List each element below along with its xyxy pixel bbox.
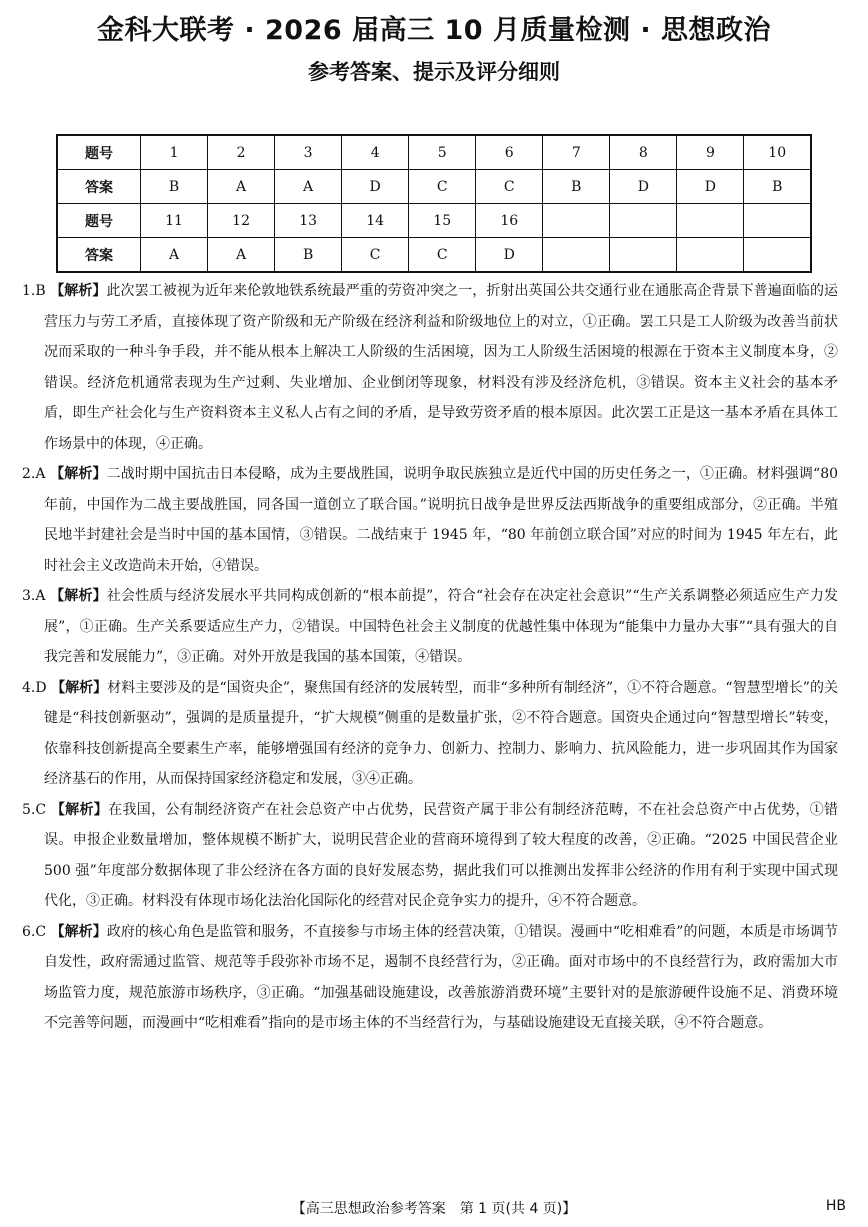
answer-row bbox=[57, 238, 811, 273]
question-number: 16 bbox=[476, 204, 543, 238]
answer-cell: C bbox=[476, 170, 543, 204]
question-number: 13 bbox=[275, 204, 342, 238]
answer-cell: A bbox=[208, 170, 275, 204]
answer-cell: A bbox=[141, 238, 208, 273]
question-number: 2 bbox=[208, 135, 275, 170]
explanation-number: 5.C bbox=[22, 801, 47, 818]
explanation-item bbox=[22, 581, 838, 673]
answer-header: 答案 bbox=[57, 170, 141, 204]
explanation-tag: 【解析】 bbox=[50, 923, 107, 940]
explanation-text: 社会性质与经济发展水平共同构成创新的“根本前提”，符合“社会存在决定社会意识”“生产关系调整必须适应生产力发展”，①正确。生产关系要适应生产力，②错误。中国特色社会主义制度的优越性集中体现为“能集中力量办大事”“具有强大的自我完善和发展能力”，③正确。对外开放是我国的基本国策，④错误。 bbox=[44, 588, 839, 665]
explanation-number: 6.C bbox=[22, 923, 47, 940]
empty-cell bbox=[543, 238, 610, 273]
answer-cell: D bbox=[476, 238, 543, 273]
answer-cell: D bbox=[342, 170, 409, 204]
page-title: 金科大联考 · 2026 届高三 10 月质量检测 · 思想政治 bbox=[96, 15, 772, 46]
answer-cell: A bbox=[208, 238, 275, 273]
empty-cell bbox=[610, 204, 677, 238]
answer-cell: C bbox=[409, 170, 476, 204]
page-footer: 【高三思想政治参考答案 第 1 页(共 4 页)】 bbox=[291, 1201, 577, 1217]
explanation-item bbox=[22, 459, 838, 581]
explanation-text: 材料主要涉及的是“国资央企”，聚焦国有经济的发展转型，而非“多种所有制经济”，①不符合题意。“智慧型增长”的关键是“科技创新驱动”，强调的是质量提升，“扩大规模”侧重的是数量扩张，②不符合题意。国资央企通过向“智慧型增长”转变，依靠科技创新提高全要素生产率，能够增强国有经济的竞争力、创新力、控制力、影响力、抗风险能力，进一步巩固其作为国家经济基石的作用，从而保持国家经济稳定和发展，③④正确。 bbox=[44, 679, 838, 787]
explanation-text: 在我国，公有制经济资产在社会总资产中占优势，民营资产属于非公有制经济范畴，不在社会总资产中占优势，①错误。申报企业数量增加，整体规模不断扩大，说明民营企业的营商环境得到了较大程度的改善，②正确。“2025 中国民营企业 500 强”年度部分数据体现了非公经济在各方面的良好发展态势，据此我们可以推测出发挥非公经济的作用有利于实现中国式现代化，③正确。材料没有体现市场化法治化国际化的经营对民企竞争实力的提升，④不符合题意。 bbox=[44, 801, 839, 909]
explanation-tag: 【解析】 bbox=[51, 679, 108, 696]
explanation-tag: 【解析】 bbox=[50, 283, 107, 299]
question-number: 10 bbox=[744, 135, 811, 170]
explanations-section bbox=[22, 276, 838, 1039]
empty-cell bbox=[677, 204, 744, 238]
answer-cell: B bbox=[543, 170, 610, 204]
question-number: 4 bbox=[342, 135, 409, 170]
empty-cell bbox=[744, 238, 811, 273]
explanation-tag: 【解析】 bbox=[50, 466, 107, 482]
answer-row bbox=[57, 170, 811, 204]
explanation-tag: 【解析】 bbox=[50, 801, 109, 818]
answer-cell: C bbox=[342, 238, 409, 273]
explanation-number: 4.D bbox=[22, 679, 47, 696]
empty-cell bbox=[543, 204, 610, 238]
question-number: 11 bbox=[141, 204, 208, 238]
question-header: 题号 bbox=[57, 204, 141, 238]
explanation-item bbox=[22, 673, 838, 795]
empty-cell bbox=[677, 238, 744, 273]
question-number: 1 bbox=[141, 135, 208, 170]
explanation-tag: 【解析】 bbox=[50, 588, 107, 604]
footer-code: HB bbox=[825, 1198, 846, 1214]
question-row bbox=[57, 135, 811, 170]
question-number: 14 bbox=[342, 204, 409, 238]
answer-cell: B bbox=[141, 170, 208, 204]
question-row bbox=[57, 204, 811, 238]
explanation-text: 二战时期中国抗击日本侵略，成为主要战胜国，说明争取民族独立是近代中国的历史任务之一，①正确。材料强调“80 年前，中国作为二战主要战胜国，同各国一道创立了联合国。”说明抗日战争是世界反法西斯战争的重要组成部分，②正确。半殖民地半封建社会是当时中国的基本国情，③错误。二战结束于 1945 年，“80 年前创立联合国”对应的时间为 1945 年左右，此时社会主义改造尚未开始，④错误。 bbox=[44, 466, 839, 574]
question-number: 6 bbox=[476, 135, 543, 170]
question-number: 12 bbox=[208, 204, 275, 238]
explanation-item bbox=[22, 795, 838, 917]
question-number: 9 bbox=[677, 135, 744, 170]
page-subtitle: 参考答案、提示及评分细则 bbox=[308, 60, 560, 84]
answer-cell: C bbox=[409, 238, 476, 273]
explanation-number: 3.A bbox=[22, 588, 46, 604]
question-number: 7 bbox=[543, 135, 610, 170]
answer-cell: B bbox=[275, 238, 342, 273]
question-number: 15 bbox=[409, 204, 476, 238]
empty-cell bbox=[744, 204, 811, 238]
answer-table bbox=[56, 134, 812, 273]
answer-cell: D bbox=[610, 170, 677, 204]
answer-cell: B bbox=[744, 170, 811, 204]
explanation-text: 此次罢工被视为近年来伦敦地铁系统最严重的劳资冲突之一，折射出英国公共交通行业在通胀高企背景下普遍面临的运营压力与劳工矛盾，直接体现了资产阶级和无产阶级在经济利益和阶级地位上的对立，①正确。罢工只是工人阶级为改善当前状况而采取的一种斗争手段，并不能从根本上解决工人阶级的生活困境，因为工人阶级生活困境的根源在于资本主义制度本身，②错误。经济危机通常表现为生产过剩、失业增加、企业倒闭等现象，材料没有涉及经济危机，③错误。资本主义社会的基本矛盾，即生产社会化与生产资料资本主义私人占有之间的矛盾，是导致劳资矛盾的根本原因。此次罢工正是这一基本矛盾在具体工作场景中的体现，④正确。 bbox=[44, 283, 839, 452]
answer-header: 答案 bbox=[57, 238, 141, 273]
question-header: 题号 bbox=[57, 135, 141, 170]
question-number: 8 bbox=[610, 135, 677, 170]
explanation-number: 2.A bbox=[22, 466, 46, 482]
empty-cell bbox=[610, 238, 677, 273]
question-number: 5 bbox=[409, 135, 476, 170]
explanation-item bbox=[22, 276, 838, 459]
question-number: 3 bbox=[275, 135, 342, 170]
explanation-item bbox=[22, 917, 838, 1039]
explanation-text: 政府的核心角色是监管和服务，不直接参与市场主体的经营决策，①错误。漫画中“吃相难看”的问题，本质是市场调节自发性，政府需通过监管、规范等手段弥补市场不足，遏制不良经营行为，②正确。面对市场中的不良经营行为，政府需加大市场监管力度，规范旅游市场秩序，③正确。“加强基础设施建设，改善旅游消费环境”主要针对的是旅游硬件设施不足、消费环境不完善等问题，而漫画中“吃相难看”指向的是市场主体的不当经营行为，与基础设施建设无直接关联，④不符合题意。 bbox=[44, 923, 839, 1031]
answer-cell: A bbox=[275, 170, 342, 204]
answer-cell: D bbox=[677, 170, 744, 204]
explanation-number: 1.B bbox=[22, 283, 46, 299]
